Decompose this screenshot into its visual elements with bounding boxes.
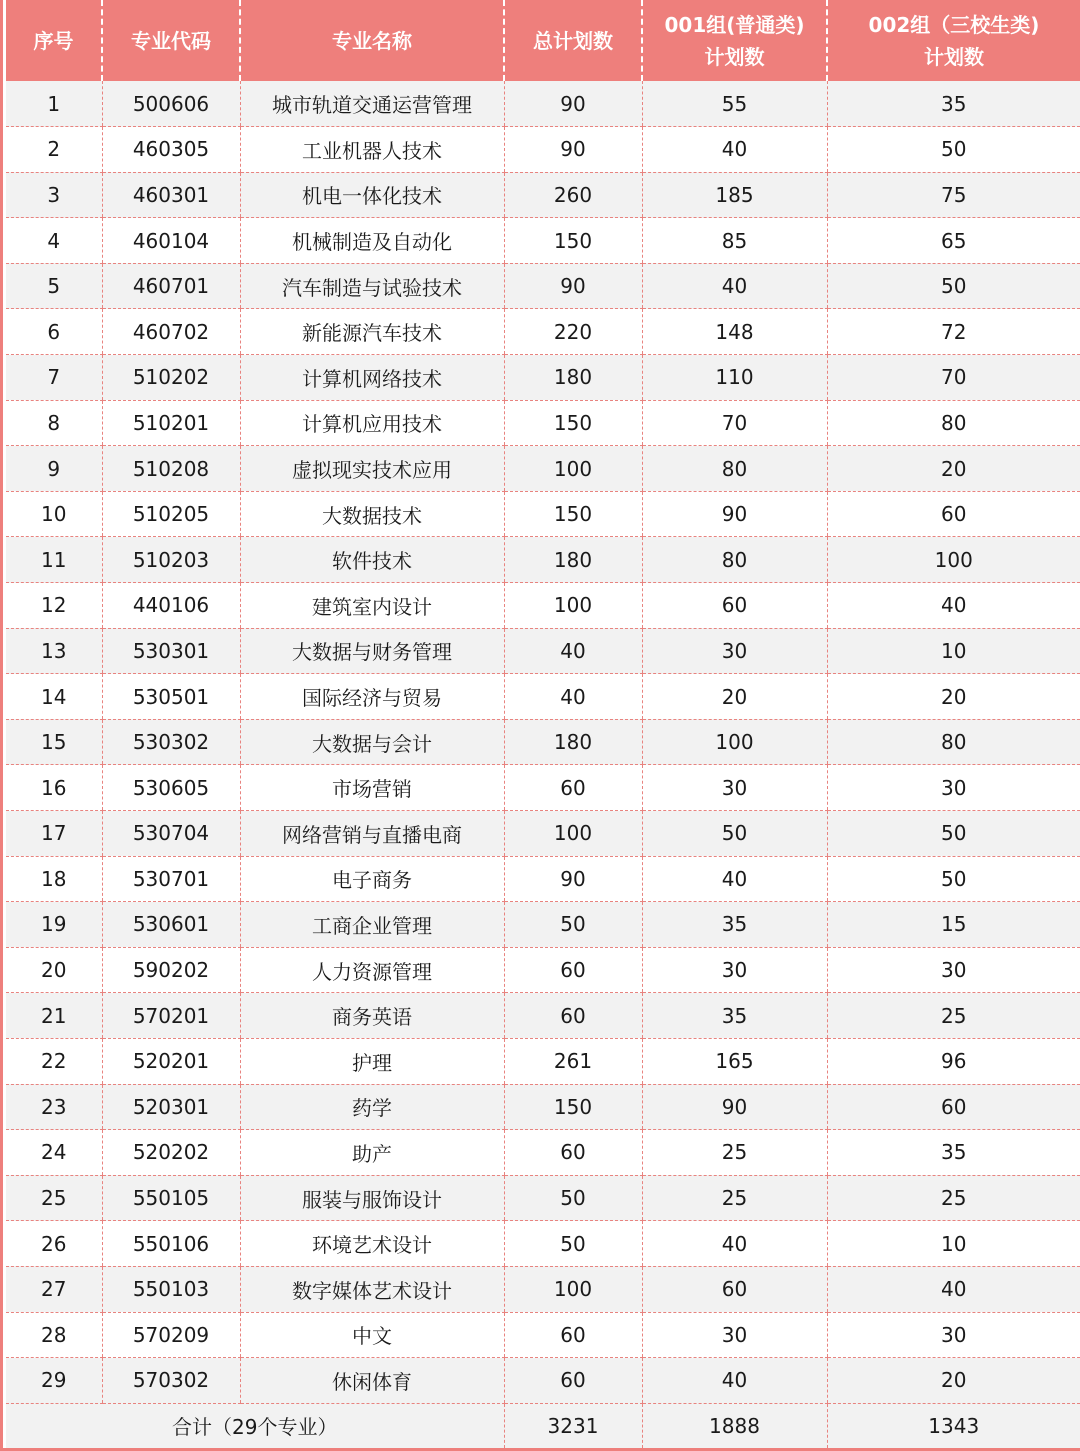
cell-group-002: 40 bbox=[827, 583, 1080, 629]
cell-name: 休闲体育 bbox=[240, 1358, 504, 1404]
cell-seq: 16 bbox=[6, 765, 102, 811]
cell-group-002: 20 bbox=[827, 446, 1080, 492]
cell-code: 550103 bbox=[102, 1266, 240, 1312]
table-row bbox=[6, 1358, 1080, 1404]
cell-group-002: 25 bbox=[827, 1175, 1080, 1221]
cell-name: 服装与服饰设计 bbox=[240, 1175, 504, 1221]
cell-group-002: 75 bbox=[827, 172, 1080, 218]
cell-total: 90 bbox=[504, 263, 642, 309]
table-row bbox=[6, 1175, 1080, 1221]
cell-total: 90 bbox=[504, 81, 642, 127]
cell-name: 大数据与财务管理 bbox=[240, 628, 504, 674]
cell-name: 国际经济与贸易 bbox=[240, 674, 504, 720]
cell-group-001: 110 bbox=[642, 355, 827, 401]
cell-seq: 11 bbox=[6, 537, 102, 583]
cell-group-001: 35 bbox=[642, 902, 827, 948]
cell-name: 大数据与会计 bbox=[240, 719, 504, 765]
cell-seq: 2 bbox=[6, 127, 102, 173]
cell-group-001: 50 bbox=[642, 811, 827, 857]
cell-group-001: 85 bbox=[642, 218, 827, 264]
enrollment-plan-table bbox=[6, 0, 1080, 1448]
cell-name: 市场营销 bbox=[240, 765, 504, 811]
cell-total: 260 bbox=[504, 172, 642, 218]
cell-group-001: 55 bbox=[642, 81, 827, 127]
cell-total: 50 bbox=[504, 1221, 642, 1267]
cell-group-002: 96 bbox=[827, 1038, 1080, 1084]
cell-code: 570302 bbox=[102, 1358, 240, 1404]
table-row bbox=[6, 400, 1080, 446]
cell-seq: 19 bbox=[6, 902, 102, 948]
header-seq: 序号 bbox=[6, 0, 102, 81]
cell-total: 50 bbox=[504, 902, 642, 948]
table-row bbox=[6, 1130, 1080, 1176]
table-row bbox=[6, 1038, 1080, 1084]
table-row bbox=[6, 172, 1080, 218]
total-row bbox=[6, 1403, 1080, 1448]
cell-total: 180 bbox=[504, 719, 642, 765]
cell-name: 网络营销与直播电商 bbox=[240, 811, 504, 857]
table-row bbox=[6, 674, 1080, 720]
table-row bbox=[6, 1312, 1080, 1358]
header-group-002 bbox=[827, 0, 1080, 81]
cell-code: 520201 bbox=[102, 1038, 240, 1084]
cell-group-002: 35 bbox=[827, 1130, 1080, 1176]
table-row bbox=[6, 218, 1080, 264]
cell-code: 520202 bbox=[102, 1130, 240, 1176]
cell-group-002: 65 bbox=[827, 218, 1080, 264]
cell-name: 护理 bbox=[240, 1038, 504, 1084]
cell-code: 530302 bbox=[102, 719, 240, 765]
table-row bbox=[6, 628, 1080, 674]
cell-group-002: 80 bbox=[827, 719, 1080, 765]
cell-group-002: 25 bbox=[827, 993, 1080, 1039]
header-group-002-line2: 计划数 bbox=[924, 44, 984, 69]
cell-group-001: 40 bbox=[642, 856, 827, 902]
cell-seq: 7 bbox=[6, 355, 102, 401]
cell-seq: 24 bbox=[6, 1130, 102, 1176]
cell-group-001: 90 bbox=[642, 491, 827, 537]
cell-group-002: 80 bbox=[827, 400, 1080, 446]
cell-group-002: 15 bbox=[827, 902, 1080, 948]
table-row bbox=[6, 537, 1080, 583]
header-total: 总计划数 bbox=[504, 0, 642, 81]
cell-total: 150 bbox=[504, 1084, 642, 1130]
cell-group-002: 30 bbox=[827, 765, 1080, 811]
cell-group-002: 30 bbox=[827, 1312, 1080, 1358]
header-group-001-line2: 计划数 bbox=[704, 44, 765, 69]
cell-group-001: 80 bbox=[642, 537, 827, 583]
table-row bbox=[6, 355, 1080, 401]
cell-name: 数字媒体艺术设计 bbox=[240, 1266, 504, 1312]
cell-group-002: 60 bbox=[827, 491, 1080, 537]
table-row bbox=[6, 856, 1080, 902]
cell-code: 510201 bbox=[102, 400, 240, 446]
cell-total: 100 bbox=[504, 583, 642, 629]
cell-code: 440106 bbox=[102, 583, 240, 629]
total-group-001: 1888 bbox=[642, 1403, 827, 1448]
cell-total: 60 bbox=[504, 1130, 642, 1176]
cell-name: 城市轨道交通运营管理 bbox=[240, 81, 504, 127]
cell-seq: 27 bbox=[6, 1266, 102, 1312]
cell-code: 570209 bbox=[102, 1312, 240, 1358]
cell-group-002: 100 bbox=[827, 537, 1080, 583]
cell-code: 460702 bbox=[102, 309, 240, 355]
cell-group-001: 185 bbox=[642, 172, 827, 218]
cell-group-001: 40 bbox=[642, 1221, 827, 1267]
cell-name: 机械制造及自动化 bbox=[240, 218, 504, 264]
cell-code: 500606 bbox=[102, 81, 240, 127]
cell-code: 510203 bbox=[102, 537, 240, 583]
cell-group-001: 30 bbox=[642, 765, 827, 811]
cell-name: 药学 bbox=[240, 1084, 504, 1130]
cell-group-001: 60 bbox=[642, 1266, 827, 1312]
cell-seq: 4 bbox=[6, 218, 102, 264]
cell-group-001: 148 bbox=[642, 309, 827, 355]
table-row bbox=[6, 446, 1080, 492]
cell-code: 510202 bbox=[102, 355, 240, 401]
cell-code: 460305 bbox=[102, 127, 240, 173]
table-row bbox=[6, 309, 1080, 355]
cell-seq: 28 bbox=[6, 1312, 102, 1358]
cell-total: 150 bbox=[504, 400, 642, 446]
cell-name: 机电一体化技术 bbox=[240, 172, 504, 218]
cell-group-001: 20 bbox=[642, 674, 827, 720]
table-body bbox=[6, 81, 1080, 1403]
table-row bbox=[6, 993, 1080, 1039]
cell-total: 90 bbox=[504, 127, 642, 173]
cell-code: 530301 bbox=[102, 628, 240, 674]
table-row bbox=[6, 127, 1080, 173]
cell-group-002: 20 bbox=[827, 1358, 1080, 1404]
cell-total: 180 bbox=[504, 355, 642, 401]
cell-total: 40 bbox=[504, 628, 642, 674]
cell-name: 工商企业管理 bbox=[240, 902, 504, 948]
cell-total: 60 bbox=[504, 1358, 642, 1404]
cell-name: 商务英语 bbox=[240, 993, 504, 1039]
cell-group-002: 20 bbox=[827, 674, 1080, 720]
cell-name: 汽车制造与试验技术 bbox=[240, 263, 504, 309]
cell-group-001: 35 bbox=[642, 993, 827, 1039]
cell-name: 工业机器人技术 bbox=[240, 127, 504, 173]
cell-group-001: 165 bbox=[642, 1038, 827, 1084]
cell-code: 530605 bbox=[102, 765, 240, 811]
cell-name: 建筑室内设计 bbox=[240, 583, 504, 629]
table-row bbox=[6, 1221, 1080, 1267]
cell-code: 550106 bbox=[102, 1221, 240, 1267]
cell-seq: 12 bbox=[6, 583, 102, 629]
cell-group-001: 25 bbox=[642, 1175, 827, 1221]
cell-seq: 5 bbox=[6, 263, 102, 309]
header-row bbox=[6, 0, 1080, 81]
cell-group-001: 100 bbox=[642, 719, 827, 765]
cell-group-002: 70 bbox=[827, 355, 1080, 401]
cell-group-002: 50 bbox=[827, 127, 1080, 173]
cell-code: 590202 bbox=[102, 947, 240, 993]
table-row bbox=[6, 583, 1080, 629]
cell-seq: 29 bbox=[6, 1358, 102, 1404]
cell-group-002: 50 bbox=[827, 263, 1080, 309]
cell-seq: 22 bbox=[6, 1038, 102, 1084]
cell-group-002: 50 bbox=[827, 856, 1080, 902]
cell-seq: 23 bbox=[6, 1084, 102, 1130]
cell-code: 570201 bbox=[102, 993, 240, 1039]
cell-seq: 17 bbox=[6, 811, 102, 857]
cell-code: 510205 bbox=[102, 491, 240, 537]
cell-total: 90 bbox=[504, 856, 642, 902]
cell-group-001: 30 bbox=[642, 947, 827, 993]
cell-code: 520301 bbox=[102, 1084, 240, 1130]
table-row bbox=[6, 81, 1080, 127]
cell-group-001: 30 bbox=[642, 1312, 827, 1358]
cell-group-002: 50 bbox=[827, 811, 1080, 857]
cell-seq: 6 bbox=[6, 309, 102, 355]
header-group-001 bbox=[642, 0, 827, 81]
cell-group-002: 35 bbox=[827, 81, 1080, 127]
cell-group-002: 10 bbox=[827, 628, 1080, 674]
cell-name: 电子商务 bbox=[240, 856, 504, 902]
table-row bbox=[6, 263, 1080, 309]
header-name: 专业名称 bbox=[240, 0, 504, 81]
total-group-002: 1343 bbox=[827, 1403, 1080, 1448]
table-row bbox=[6, 1084, 1080, 1130]
cell-total: 40 bbox=[504, 674, 642, 720]
cell-group-001: 30 bbox=[642, 628, 827, 674]
cell-code: 460104 bbox=[102, 218, 240, 264]
cell-code: 510208 bbox=[102, 446, 240, 492]
cell-total: 100 bbox=[504, 446, 642, 492]
cell-seq: 3 bbox=[6, 172, 102, 218]
cell-seq: 9 bbox=[6, 446, 102, 492]
cell-name: 计算机应用技术 bbox=[240, 400, 504, 446]
cell-group-001: 70 bbox=[642, 400, 827, 446]
cell-code: 530601 bbox=[102, 902, 240, 948]
cell-seq: 26 bbox=[6, 1221, 102, 1267]
cell-code: 460701 bbox=[102, 263, 240, 309]
cell-name: 新能源汽车技术 bbox=[240, 309, 504, 355]
cell-name: 大数据技术 bbox=[240, 491, 504, 537]
cell-name: 软件技术 bbox=[240, 537, 504, 583]
cell-group-001: 40 bbox=[642, 263, 827, 309]
cell-total: 100 bbox=[504, 1266, 642, 1312]
cell-seq: 1 bbox=[6, 81, 102, 127]
table-row bbox=[6, 719, 1080, 765]
cell-total: 60 bbox=[504, 993, 642, 1039]
table-header bbox=[6, 0, 1080, 81]
cell-seq: 20 bbox=[6, 947, 102, 993]
cell-seq: 14 bbox=[6, 674, 102, 720]
table-row bbox=[6, 491, 1080, 537]
cell-group-001: 40 bbox=[642, 1358, 827, 1404]
cell-code: 460301 bbox=[102, 172, 240, 218]
cell-total: 150 bbox=[504, 491, 642, 537]
cell-name: 中文 bbox=[240, 1312, 504, 1358]
cell-group-001: 80 bbox=[642, 446, 827, 492]
cell-seq: 13 bbox=[6, 628, 102, 674]
cell-total: 60 bbox=[504, 947, 642, 993]
table-footer bbox=[6, 1403, 1080, 1448]
header-group-001-line1: 001组(普通类) bbox=[664, 12, 805, 37]
cell-code: 530701 bbox=[102, 856, 240, 902]
cell-group-002: 40 bbox=[827, 1266, 1080, 1312]
cell-total: 60 bbox=[504, 765, 642, 811]
table-row bbox=[6, 765, 1080, 811]
header-code: 专业代码 bbox=[102, 0, 240, 81]
cell-group-001: 90 bbox=[642, 1084, 827, 1130]
cell-seq: 25 bbox=[6, 1175, 102, 1221]
cell-total: 150 bbox=[504, 218, 642, 264]
cell-total: 60 bbox=[504, 1312, 642, 1358]
cell-name: 人力资源管理 bbox=[240, 947, 504, 993]
cell-group-002: 10 bbox=[827, 1221, 1080, 1267]
cell-group-001: 60 bbox=[642, 583, 827, 629]
cell-seq: 8 bbox=[6, 400, 102, 446]
table-row bbox=[6, 902, 1080, 948]
total-plan: 3231 bbox=[504, 1403, 642, 1448]
cell-seq: 21 bbox=[6, 993, 102, 1039]
cell-code: 550105 bbox=[102, 1175, 240, 1221]
cell-group-002: 72 bbox=[827, 309, 1080, 355]
cell-code: 530501 bbox=[102, 674, 240, 720]
cell-group-001: 25 bbox=[642, 1130, 827, 1176]
cell-total: 220 bbox=[504, 309, 642, 355]
cell-group-002: 30 bbox=[827, 947, 1080, 993]
cell-total: 261 bbox=[504, 1038, 642, 1084]
cell-name: 助产 bbox=[240, 1130, 504, 1176]
header-group-002-line1: 002组（三校生类) bbox=[868, 12, 1040, 37]
cell-name: 计算机网络技术 bbox=[240, 355, 504, 401]
cell-code: 530704 bbox=[102, 811, 240, 857]
cell-seq: 10 bbox=[6, 491, 102, 537]
cell-group-002: 60 bbox=[827, 1084, 1080, 1130]
cell-group-001: 40 bbox=[642, 127, 827, 173]
cell-name: 虚拟现实技术应用 bbox=[240, 446, 504, 492]
cell-seq: 18 bbox=[6, 856, 102, 902]
cell-name: 环境艺术设计 bbox=[240, 1221, 504, 1267]
table-row bbox=[6, 1266, 1080, 1312]
cell-total: 100 bbox=[504, 811, 642, 857]
total-label: 合计（29个专业） bbox=[6, 1403, 504, 1448]
table-row bbox=[6, 947, 1080, 993]
table-row bbox=[6, 811, 1080, 857]
cell-seq: 15 bbox=[6, 719, 102, 765]
cell-total: 180 bbox=[504, 537, 642, 583]
cell-total: 50 bbox=[504, 1175, 642, 1221]
